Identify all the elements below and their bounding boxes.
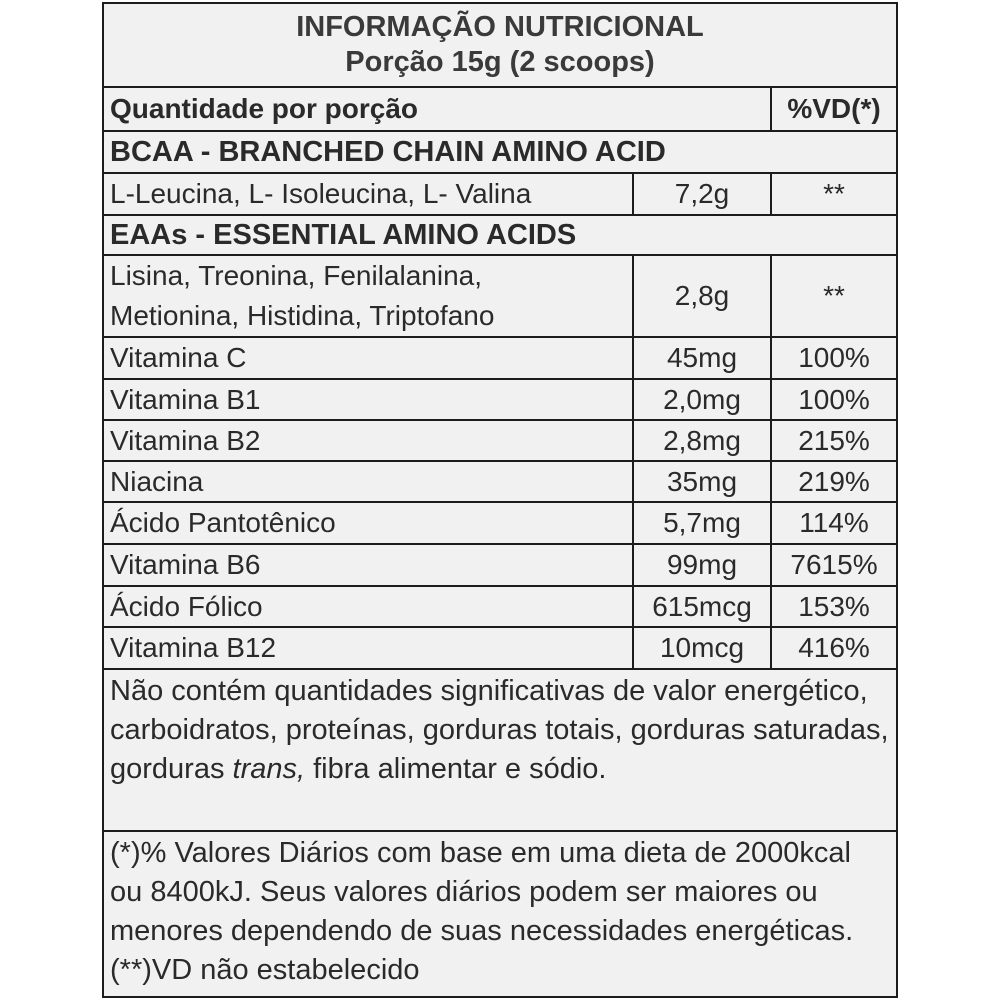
table-row-eaas bbox=[104, 256, 896, 338]
nutrient-name: Niacina bbox=[110, 465, 204, 497]
nutrient-name: Vitamina B2 bbox=[110, 424, 261, 456]
nutrient-name: Ácido Fólico bbox=[110, 590, 263, 622]
label-title bbox=[104, 4, 896, 88]
nutrient-amount: 99mg bbox=[632, 545, 770, 585]
table-row bbox=[104, 628, 896, 670]
nutrient-vd: 219% bbox=[770, 462, 896, 501]
nutrient-name: Vitamina B1 bbox=[110, 383, 261, 415]
eaas-name bbox=[104, 256, 632, 336]
nutrient-amount: 35mg bbox=[632, 462, 770, 501]
nutrient-amount: 5,7mg bbox=[632, 503, 770, 543]
table-row bbox=[104, 587, 896, 628]
eaas-amount: 2,8g bbox=[632, 256, 770, 336]
nutrient-vd: 215% bbox=[770, 421, 896, 460]
footnote-daily-values: (*)% Valores Diários com base em uma dieta de 2000kcal ou 8400kJ. Seus valores diários podem ser maiores ou menores dependendo de suas necessidades energéticas. (**)VD não estabelecido bbox=[110, 837, 854, 986]
table-row bbox=[104, 380, 896, 421]
bcaa-vd: ** bbox=[770, 174, 896, 214]
section-bcaa-title: BCAA - BRANCHED CHAIN AMINO ACID bbox=[104, 132, 896, 174]
nutrient-amount: 2,8mg bbox=[632, 421, 770, 460]
table-row bbox=[104, 338, 896, 380]
quantity-header: Quantidade por porção bbox=[110, 93, 419, 124]
bcaa-amount: 7,2g bbox=[632, 174, 770, 214]
nutrient-amount: 615mcg bbox=[632, 587, 770, 626]
eaas-vd: ** bbox=[770, 256, 896, 336]
footnote-text: Não contém quantidades significativas de valor energético, carboidratos, proteínas, gorduras totais, gorduras saturadas, gorduras bbox=[110, 675, 889, 785]
eaas-name-line-1: Lisina, Treonina, Fenilalanina, bbox=[110, 260, 483, 291]
nutrient-name: Vitamina B6 bbox=[110, 549, 261, 580]
vd-header: %VD(*) bbox=[770, 88, 896, 130]
table-row bbox=[104, 503, 896, 545]
nutrient-name: Vitamina C bbox=[110, 342, 247, 373]
column-header-row bbox=[104, 88, 896, 132]
table-row bbox=[104, 545, 896, 587]
eaas-name-line-2: Metionina, Histidina, Triptofano bbox=[110, 300, 495, 331]
title-line-2: Porção 15g (2 scoops) bbox=[345, 46, 655, 78]
nutrient-vd: 416% bbox=[770, 628, 896, 668]
footnote-text: fibra alimentar e sódio. bbox=[305, 753, 607, 785]
nutrient-vd: 100% bbox=[770, 338, 896, 378]
nutrient-vd: 7615% bbox=[770, 545, 896, 585]
nutrient-amount: 45mg bbox=[632, 338, 770, 378]
footnote-not-significant bbox=[104, 670, 896, 832]
table-row bbox=[104, 421, 896, 462]
nutrient-name: Ácido Pantotênico bbox=[110, 507, 336, 538]
footnote-italic-text: trans, bbox=[232, 753, 306, 785]
nutrient-amount: 2,0mg bbox=[632, 380, 770, 419]
table-row-bcaa bbox=[104, 174, 896, 216]
nutrient-vd: 100% bbox=[770, 380, 896, 419]
nutrient-vd: 114% bbox=[770, 503, 896, 543]
title-line-1: INFORMAÇÃO NUTRICIONAL bbox=[296, 11, 704, 43]
section-eaas-title: EAAs - ESSENTIAL AMINO ACIDS bbox=[104, 216, 896, 256]
table-row bbox=[104, 462, 896, 503]
bcaa-name: L-Leucina, L- Isoleucina, L- Valina bbox=[110, 178, 532, 209]
nutrition-facts-label bbox=[102, 2, 898, 998]
nutrient-vd: 153% bbox=[770, 587, 896, 626]
nutrient-name: Vitamina B12 bbox=[110, 632, 277, 663]
nutrient-amount: 10mcg bbox=[632, 628, 770, 668]
